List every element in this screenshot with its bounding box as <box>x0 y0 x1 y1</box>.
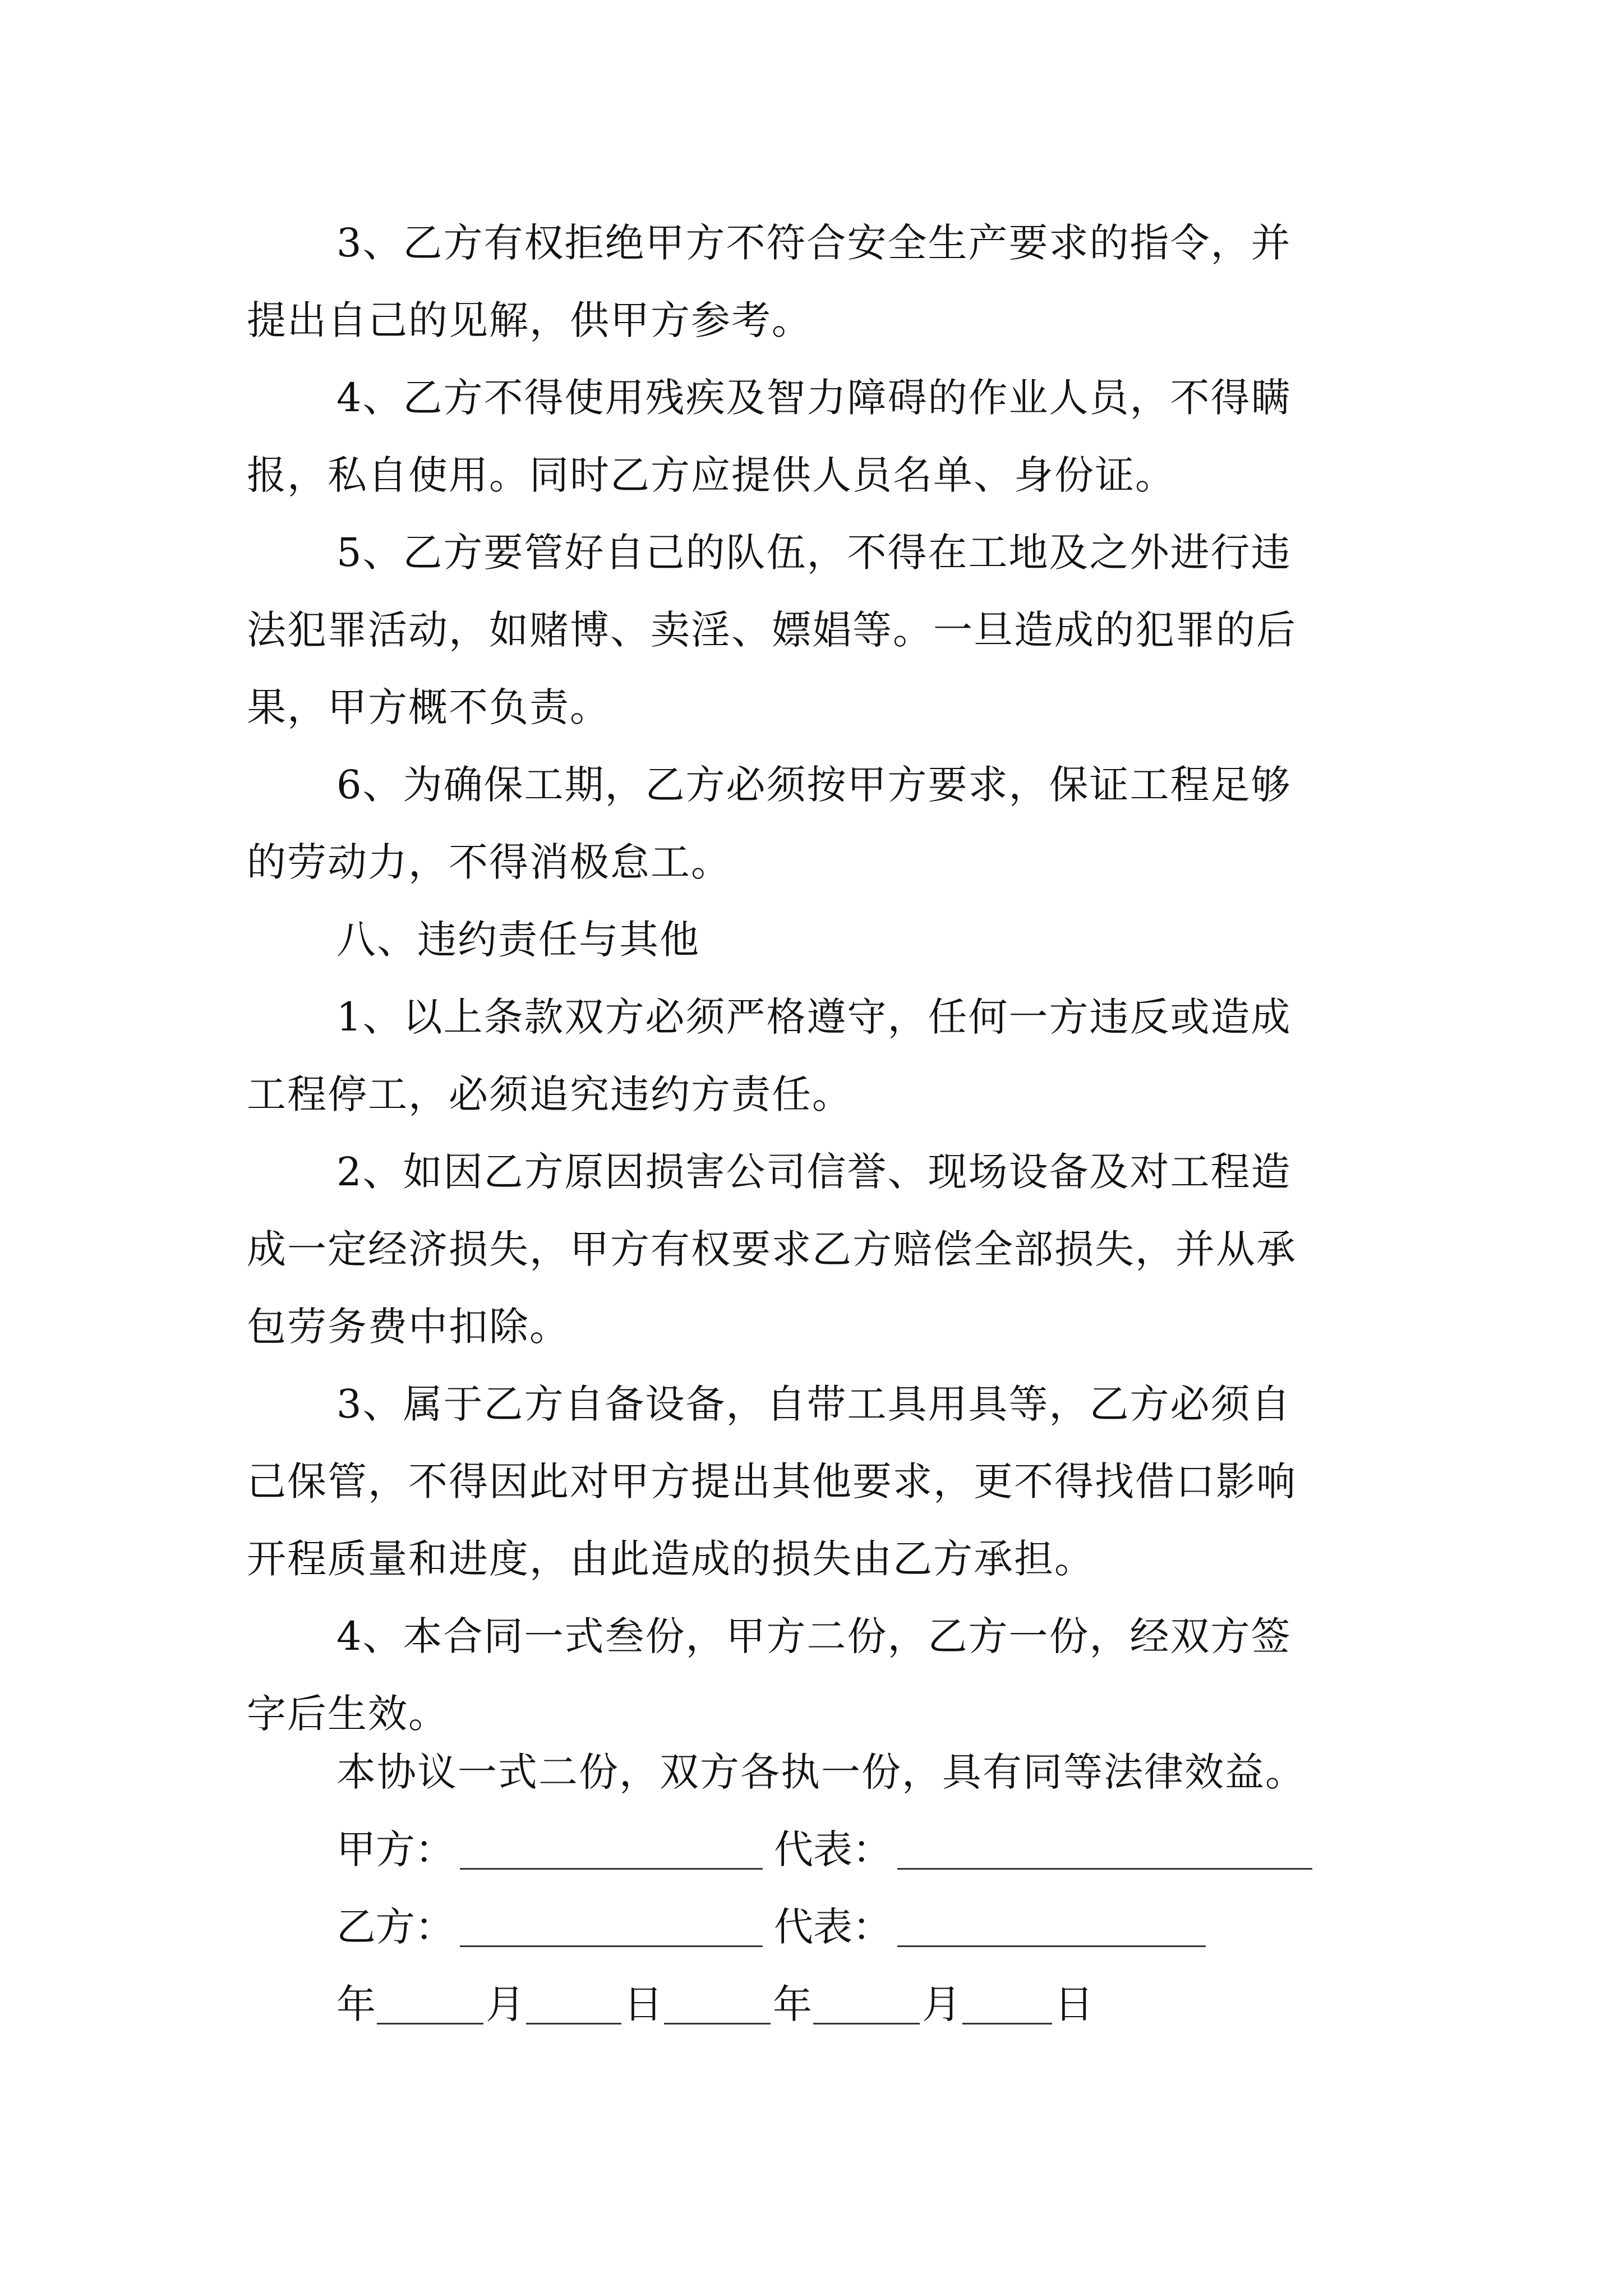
party-b-rep-signature-blank[interactable] <box>897 1945 1206 1947</box>
date-year-blank-2[interactable] <box>664 2023 771 2024</box>
date-year-label-2: 年 <box>773 1981 812 2027</box>
para-4a-line-2: 报，私自使用。同时乙方应提供人员名单、身份证。 <box>247 452 1175 498</box>
party-a-signature-blank[interactable] <box>460 1868 763 1870</box>
para-8-1-line-1: 1、以上条款双方必须严格遵守，任何一方违反或造成 <box>336 994 1292 1040</box>
section-heading-8: 八、违约责任与其他 <box>336 917 700 963</box>
date-month-blank-2[interactable] <box>813 2023 920 2024</box>
para-6-line-2: 的劳动力，不得消极怠工。 <box>247 839 731 885</box>
para-8-2-line-3: 包劳务费中扣除。 <box>247 1304 570 1350</box>
para-8-3-line-1: 3、属于乙方自备设备，自带工具用具等，乙方必须自 <box>336 1381 1292 1427</box>
para-8-2-line-2: 成一定经济损失，甲方有权要求乙方赔偿全部损失，并从承 <box>247 1226 1297 1272</box>
party-a-label: 甲方： <box>336 1826 454 1872</box>
para-8-4-line-1: 4、本合同一式叁份，甲方二份，乙方一份，经双方签 <box>336 1613 1292 1659</box>
para-8-3-line-2: 己保管，不得因此对甲方提出其他要求，更不得找借口影响 <box>247 1458 1297 1504</box>
party-a-rep-signature-blank[interactable] <box>897 1868 1312 1870</box>
para-8-2-line-1: 2、如因乙方原因损害公司信誉、现场设备及对工程造 <box>336 1149 1292 1195</box>
para-3a-line-1: 3、乙方有权拒绝甲方不符合安全生产要求的指令，并 <box>336 220 1292 266</box>
para-4a-line-1: 4、乙方不得使用残疾及智力障碍的作业人员，不得瞒 <box>336 375 1292 421</box>
date-month-label-1: 月 <box>486 1981 525 2027</box>
date-day-label-1: 日 <box>624 1981 663 2027</box>
party-b-signature-blank[interactable] <box>460 1945 763 1947</box>
date-day-label-2: 日 <box>1054 1981 1094 2027</box>
para-5-line-3: 果，甲方概不负责。 <box>247 684 610 730</box>
date-day-blank-2[interactable] <box>962 2023 1052 2024</box>
party-a-rep-label: 代表： <box>774 1826 892 1872</box>
date-month-label-2: 月 <box>922 1981 961 2027</box>
party-b-label: 乙方： <box>336 1904 454 1950</box>
para-8-1-line-2: 工程停工，必须追究违约方责任。 <box>247 1071 852 1117</box>
para-6-line-1: 6、为确保工期，乙方必须按甲方要求，保证工程足够 <box>336 762 1292 808</box>
date-day-blank-1[interactable] <box>526 2023 621 2024</box>
para-8-4-line-2: 字后生效。 <box>247 1691 449 1737</box>
para-8-3-line-3: 开程质量和进度，由此造成的损失由乙方承担。 <box>247 1536 1095 1582</box>
para-5-line-2: 法犯罪活动，如赌博、卖淫、嫖娼等。一旦造成的犯罪的后 <box>247 607 1297 653</box>
date-month-blank-1[interactable] <box>377 2023 483 2024</box>
date-year-label-1: 年 <box>336 1981 376 2027</box>
para-5-line-1: 5、乙方要管好自己的队伍，不得在工地及之外进行违 <box>336 530 1292 576</box>
party-b-rep-label: 代表： <box>774 1904 892 1950</box>
para-3a-line-2: 提出自己的见解，供甲方参考。 <box>247 297 812 343</box>
agreement-copies-statement: 本协议一式二份，双方各执一份，具有同等法律效益。 <box>336 1749 1306 1795</box>
